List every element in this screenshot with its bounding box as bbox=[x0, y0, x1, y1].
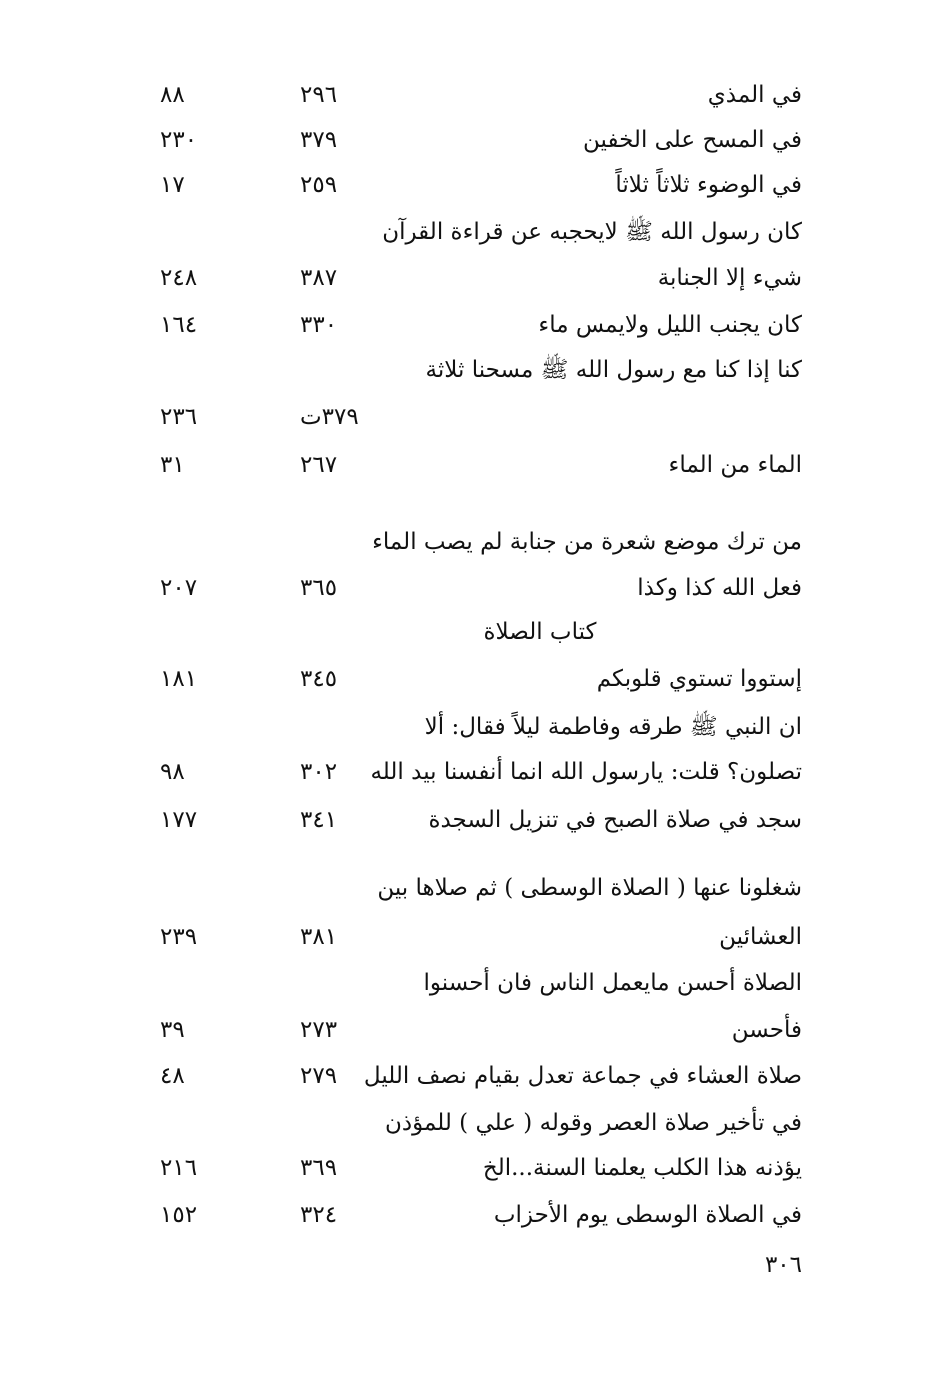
page-reference: ٢٤٨ bbox=[160, 265, 198, 291]
hadith-title: سجد في صلاة الصبح في تنزيل السجدة bbox=[428, 807, 802, 833]
hadith-number: ٢٥٩ bbox=[300, 172, 338, 198]
page-reference: ١٦٤ bbox=[160, 312, 198, 338]
index-row bbox=[0, 305, 937, 345]
hadith-number: ٢٧٣ bbox=[300, 1017, 338, 1043]
page-reference: ٢٣٦ bbox=[160, 404, 198, 430]
index-row bbox=[0, 917, 937, 957]
hadith-title: في الوضوء ثلاثاً ثلاثاً bbox=[615, 172, 802, 198]
hadith-number: ٣٧٩ت bbox=[300, 404, 359, 430]
page-reference: ٣١ bbox=[160, 452, 185, 478]
hadith-title: يؤذنه هذا الكلب يعلمنا السنة...الخ bbox=[482, 1155, 802, 1181]
hadith-title: صلاة العشاء في جماعة تعدل بقيام نصف الليل bbox=[363, 1063, 802, 1089]
hadith-title: في المذي bbox=[707, 82, 802, 108]
hadith-number: ٣٠٢ bbox=[300, 759, 338, 785]
index-row bbox=[0, 1010, 937, 1050]
hadith-title: إستووا تستوي قلوبكم bbox=[596, 666, 802, 692]
hadith-title: كان يجنب الليل ولايمس ماء bbox=[538, 312, 802, 338]
hadith-title: الصلاة أحسن مايعمل الناس فان أحسنوا bbox=[423, 970, 802, 996]
index-row bbox=[0, 800, 937, 840]
hadith-title: الماء من الماء bbox=[668, 452, 802, 478]
index-row bbox=[0, 165, 937, 205]
page-reference: ٨٨ bbox=[160, 82, 185, 108]
index-row bbox=[0, 752, 937, 792]
page-reference: ١٧ bbox=[160, 172, 185, 198]
hadith-number: ٣٢٤ bbox=[300, 1202, 338, 1228]
hadith-title: من ترك موضع شعرة من جنابة لم يصب الماء bbox=[372, 529, 802, 555]
index-row bbox=[0, 75, 937, 115]
hadith-title: ان النبي ﷺ طرقه وفاطمة ليلاً فقال: ألا bbox=[424, 714, 802, 740]
page-number: ٣٠٦ bbox=[764, 1252, 802, 1278]
page-reference: ١٧٧ bbox=[160, 807, 198, 833]
index-row bbox=[0, 659, 937, 699]
index-row bbox=[0, 1103, 937, 1143]
page-reference: ٢٣٩ bbox=[160, 924, 198, 950]
page-reference: ٢١٦ bbox=[160, 1155, 198, 1181]
index-row bbox=[0, 868, 937, 908]
hadith-title: في تأخير صلاة العصر وقوله ( علي ) للمؤذن bbox=[384, 1110, 802, 1136]
index-row bbox=[0, 1056, 937, 1096]
index-row bbox=[0, 258, 937, 298]
hadith-number: ٣٦٥ bbox=[300, 575, 338, 601]
page-reference: ١٨١ bbox=[160, 666, 198, 692]
index-row bbox=[0, 1148, 937, 1188]
index-row bbox=[0, 445, 937, 485]
index-row bbox=[0, 522, 937, 562]
index-row bbox=[0, 707, 937, 747]
hadith-title: فأحسن bbox=[731, 1017, 802, 1043]
section-heading: كتاب الصلاة bbox=[483, 619, 597, 645]
hadith-title: شغلونا عنها ( الصلاة الوسطى ) ثم صلاها بين bbox=[377, 875, 802, 901]
hadith-title: تصلون؟ قلت: يارسول الله انما أنفسنا بيد الله bbox=[370, 759, 802, 785]
page-reference: ٤٨ bbox=[160, 1063, 185, 1089]
hadith-number: ٣٤١ bbox=[300, 807, 338, 833]
hadith-title: كان رسول الله ﷺ لايحجبه عن قراءة القرآن bbox=[382, 219, 802, 245]
index-row bbox=[0, 120, 937, 160]
index-row bbox=[0, 963, 937, 1003]
hadith-number: ٣٤٥ bbox=[300, 666, 338, 692]
hadith-number: ٣٨٧ bbox=[300, 265, 338, 291]
hadith-number: ٣٧٩ bbox=[300, 127, 338, 153]
hadith-number: ٣٨١ bbox=[300, 924, 338, 950]
hadith-number: ٢٩٦ bbox=[300, 82, 338, 108]
hadith-number: ٣٦٩ bbox=[300, 1155, 338, 1181]
page-reference: ٢٠٧ bbox=[160, 575, 198, 601]
index-row bbox=[0, 397, 937, 437]
hadith-title: شيء إلا الجنابة bbox=[657, 265, 802, 291]
page-reference: ٩٨ bbox=[160, 759, 185, 785]
hadith-title: فعل الله كذا وكذا bbox=[637, 575, 802, 601]
section-heading-row bbox=[0, 612, 937, 652]
index-row bbox=[0, 350, 937, 390]
index-row bbox=[0, 1195, 937, 1235]
page-reference: ٢٣٠ bbox=[160, 127, 198, 153]
hadith-title: في المسح على الخفين bbox=[583, 127, 802, 153]
hadith-title: في الصلاة الوسطى يوم الأحزاب bbox=[493, 1202, 802, 1228]
index-row bbox=[0, 212, 937, 252]
index-row bbox=[0, 568, 937, 608]
hadith-title: العشائين bbox=[719, 924, 802, 950]
page-reference: ١٥٢ bbox=[160, 1202, 198, 1228]
hadith-number: ٢٦٧ bbox=[300, 452, 338, 478]
hadith-number: ٢٧٩ bbox=[300, 1063, 338, 1089]
hadith-title: كنا إذا كنا مع رسول الله ﷺ مسحنا ثلاثة bbox=[425, 357, 802, 383]
hadith-number: ٣٣٠ bbox=[300, 312, 338, 338]
page-reference: ٣٩ bbox=[160, 1017, 185, 1043]
